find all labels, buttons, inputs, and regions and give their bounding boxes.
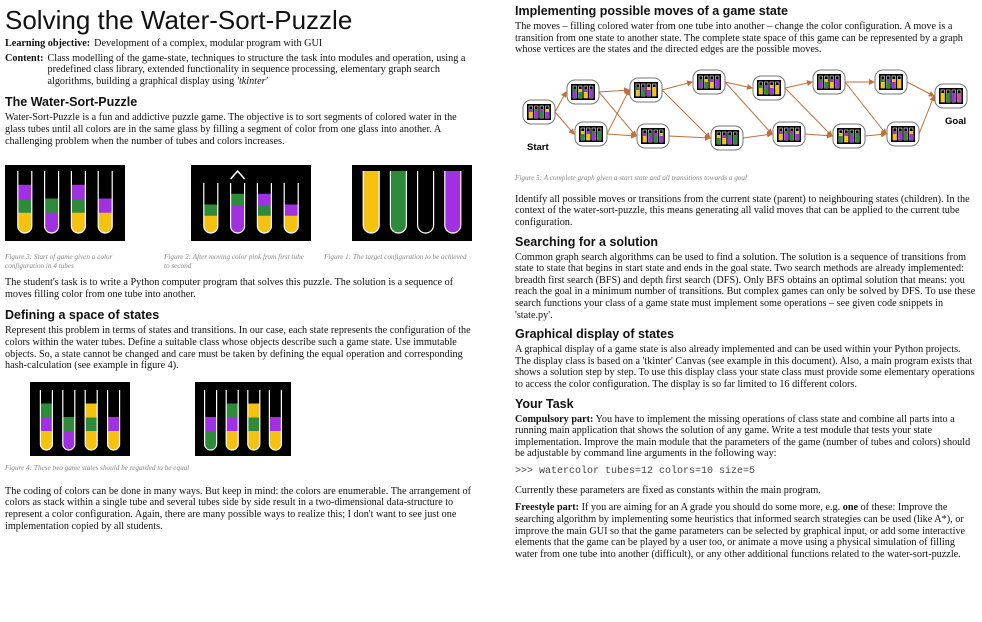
section-heading-search: Searching for a solution	[515, 234, 659, 249]
graph-goal-label: Goal	[945, 115, 967, 127]
graph-start-label: Start	[527, 141, 549, 153]
graph-state-node	[935, 84, 967, 108]
graph-state-node	[773, 122, 805, 146]
left-column	[5, 0, 473, 536]
tube	[445, 171, 461, 233]
compulsory-text: You have to implement the missing operations of class state and combine all parts into a running main application that shows the solution of any game. Write a test module that tests your state implementation. Improve the main module that the parameters of the game (number of tubes and colors) should be adjustable by command line arguments in the following way:	[515, 413, 971, 460]
content-label: Content:	[5, 52, 44, 64]
content-text: Class modelling of the game-state, techniques to structure the task into modules and operation, using a predefined class library, extended functionality in sequence processing, elementary graph search algorithms, building a graphical display using	[47, 52, 466, 87]
objective-label: Learning objective:	[5, 38, 91, 49]
freestyle-text-b: of these: Improve the searching algorithm by implementing some heuristics that informed search strategies can be used (like A*), or improve the main GUI so that the game parameters can be selected by graphical input, or add some interactive elements that the game can be played by a user too, or animate a move using a physical simulation of filling water from one tube into another (difficult), or any other additional functions related to the water-sort-puzzle.	[515, 502, 966, 560]
objective-text: Development of a complex, modular program with GUI	[94, 38, 323, 49]
compulsory-label: Compulsory part:	[515, 413, 594, 425]
search-paragraph: Common graph search algorithms can be used to find a solution. The solution is a sequence of transitions from state to state that begins in start state and ends in the goal state. Two search methods are already implemented: breadth first search (BFS) and depth first search (DFS). Only BFS obtains an optimal solution that means: you reach the goal in a minimum number of transitions. But complex games can only be solved by DFS. To use these search functions your class of a game state must implement some operations – see given code snippets in 'state.py'.	[515, 251, 976, 321]
freestyle-paragraph	[515, 502, 977, 560]
graph-state-node	[711, 126, 743, 150]
figure-4-caption: Figure 4: These two game states should be regarded to be equal	[5, 463, 190, 472]
tube	[390, 171, 406, 233]
content-tkinter: 'tkinter'	[236, 75, 268, 87]
figure-5-caption: Figure 5: A complete graph given a start state and all transitions towards a goal	[515, 173, 747, 182]
graph-state-node	[575, 122, 607, 146]
graph-state-node	[753, 76, 785, 100]
graph-state-node	[523, 100, 555, 124]
moves-paragraph-1: The moves – filling colored water from one tube into another – change the color configuration. A move is a transition from one state to another state. The complete state space of this game can be represented by a graph whose vertices are the states and the directed edges are the possible moves.	[515, 21, 963, 56]
section-heading-display: Graphical display of states	[515, 327, 675, 342]
figure-2-caption: Figure 2: After moving color pink from first tube to second	[164, 253, 304, 271]
figure-3-image	[5, 165, 125, 241]
figure-2-image	[191, 165, 311, 241]
graph-state-node	[887, 122, 919, 146]
graph-state-node	[875, 70, 907, 94]
right-column	[515, 0, 977, 564]
figure-row-1	[5, 151, 473, 273]
tube	[363, 171, 379, 233]
section-heading-moves: Implementing possible moves of a game state	[515, 4, 788, 18]
graph-state-node	[693, 70, 725, 94]
freestyle-one: one	[842, 502, 858, 514]
graph-state-node	[813, 70, 845, 94]
graph-state-node	[630, 78, 662, 102]
figure-5-graph	[515, 60, 977, 188]
display-paragraph: A graphical display of a game state is also already implemented and can be used within your Python projects. The display class is based on a 'tkinter' Canvas (see example in this document). Also, a main program exists that shows a solution step by step. To use this display class your state class must provide some elementary operations to access the color configuration. The display is so far limited to 16 different colors.	[515, 344, 975, 390]
content-text-wrap	[47, 53, 473, 88]
section-heading-task: Your Task	[515, 396, 574, 411]
figure-1-caption: Figure 1: The target configuration to be achieved	[324, 253, 467, 262]
freestyle-label: Freestyle part:	[515, 502, 580, 514]
learning-objective	[5, 38, 473, 50]
graph-state-node	[833, 124, 865, 148]
graph-state-node	[567, 80, 599, 104]
figure-1-image	[352, 165, 472, 241]
freestyle-text-a: If you are aiming for an A grade you should do some more, e.g.	[579, 502, 843, 514]
states-paragraph-1: Represent this problem in terms of states and transitions. In our case, each state represents the configuration of the colors within the water tubes. Define a suitable class whose objects describe such a game state. Use immutable objects. So, a state cannot be changed and care must be taken by defining the equal operation and corresponding hash-calculation (see example in figure 4).	[5, 325, 471, 372]
puzzle-paragraph-2: The student's task is to write a Python computer program that solves this puzzle. The solution is a sequence of moves filling color from one tube into another.	[5, 277, 454, 300]
puzzle-paragraph-1: Water-Sort-Puzzle is a fun and addictive puzzle game. The objective is to sort segments of colored water in the glass tubes until all colors are in the same glass by filling a segment of color from one glass into another. A challenging problem when the number of tubes and colors increases.	[5, 112, 457, 147]
content-summary	[5, 53, 473, 88]
figure-4a-image	[30, 382, 130, 456]
section-heading-puzzle: The Water-Sort-Puzzle	[5, 95, 138, 110]
moves-paragraph-2: Identify all possible moves or transitions from the current state (parent) to neighbouring states (children). In the context of the water-sort-puzzle, this means generating all valid moves that can be applied to the current tube configuration.	[515, 193, 970, 228]
figure-row-4	[5, 376, 473, 480]
state-graph	[515, 60, 977, 168]
graph-state-node	[637, 124, 669, 148]
section-heading-states: Defining a space of states	[5, 308, 160, 323]
currently-paragraph: Currently these parameters are fixed as constants within the main program.	[515, 484, 821, 496]
command-line-example: >>> watercolor tubes=12 colors=10 size=5	[515, 465, 756, 477]
compulsory-paragraph	[515, 414, 977, 460]
page-title: Solving the Water-Sort-Puzzle	[5, 5, 353, 35]
states-paragraph-2: The coding of colors can be done in many ways. But keep in mind: the colors are enumerable. The arrangement of colors as stack within a single tube and several tubes side by side result in a two-dimensional data-structure to represent a color configuration. Again, there are many possible ways to realize this; I don't want to see just one implementation copied by all students.	[5, 485, 472, 532]
figure-3-caption: Figure 3: Start of game given a color configuration in 4 tubes	[5, 253, 113, 271]
figure-4b-image	[195, 382, 291, 456]
